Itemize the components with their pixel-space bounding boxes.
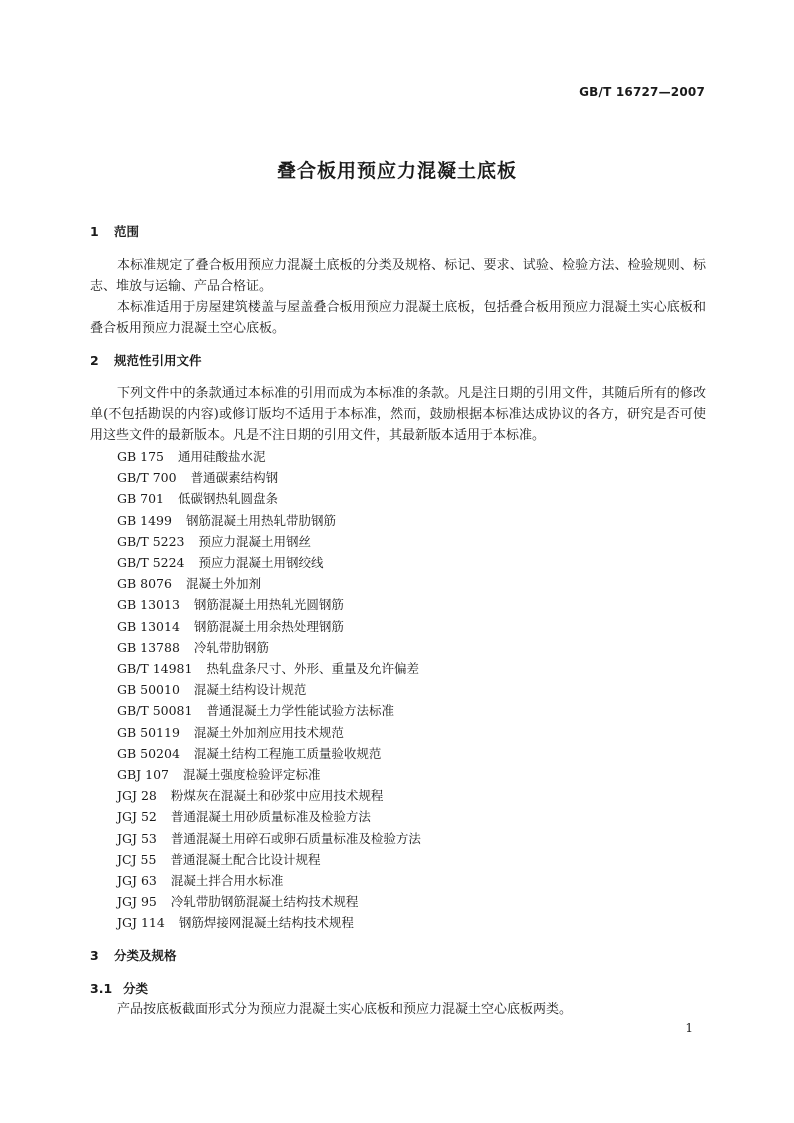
section-2-heading — [90, 351, 706, 371]
paragraph: 本标准规定了叠合板用预应力混凝土底板的分类及规格、标记、要求、试验、检验方法、检验规则、标志、堆放与运输、产品合格证。 — [90, 258, 706, 294]
reference-code: GB/T 50081 — [117, 703, 193, 719]
reference-name: 预应力混凝土用钢绞线 — [198, 555, 324, 571]
reference-item — [90, 594, 706, 615]
reference-code: JGJ 63 — [117, 873, 157, 889]
reference-name: 钢筋混凝土用热轧带肋钢筋 — [185, 512, 336, 528]
reference-code: GB/T 5223 — [117, 533, 185, 549]
reference-name: 普通混凝土力学性能试验方法标准 — [206, 703, 394, 719]
reference-name: 预应力混凝土用钢丝 — [198, 533, 312, 549]
reference-name: 混凝土拌合用水标准 — [170, 873, 284, 889]
document-title: 叠合板用预应力混凝土底板 — [276, 160, 517, 182]
reference-item — [90, 743, 706, 764]
reference-name: 混凝土强度检验评定标准 — [183, 767, 321, 783]
reference-code: JGJ 53 — [117, 830, 157, 846]
section-3-heading — [90, 946, 706, 966]
reference-code: GB 50010 — [117, 682, 180, 698]
reference-item — [90, 828, 706, 849]
section-number: 3.1 — [90, 981, 113, 996]
reference-code: GB/T 5224 — [117, 555, 185, 571]
section-1-scope — [90, 222, 706, 242]
reference-code: JCJ 55 — [117, 851, 157, 867]
paragraph: 下列文件中的条款通过本标准的引用而成为本标准的条款。凡是注日期的引用文件，其随后所有的修改单(不包括勘误的内容)或修订版均不适用于本标准，然而，鼓励根据本标准达成协议的各方，研究是否可使用这些文件的最新版本。凡是不注日期的引用文件，其最新版本适用于本标准。 — [90, 386, 706, 443]
reference-name: 低碳钢热轧圆盘条 — [178, 491, 279, 507]
reference-name: 普通混凝土配合比设计规程 — [170, 851, 321, 867]
section-2-body — [90, 383, 706, 934]
reference-item — [90, 616, 706, 637]
reference-item — [90, 679, 706, 700]
reference-item — [90, 849, 706, 870]
reference-code: GB/T 700 — [117, 470, 177, 486]
reference-name: 钢筋焊接网混凝土结构技术规程 — [178, 915, 354, 931]
section-number: 2 — [90, 353, 99, 368]
paragraph: 产品按底板截面形式分为预应力混凝土实心底板和预应力混凝土空心底板两类。 — [117, 1002, 573, 1017]
reference-item — [90, 806, 706, 827]
reference-name: 冷轧带肋钢筋 — [193, 639, 269, 655]
reference-item — [90, 467, 706, 488]
reference-item — [90, 531, 706, 552]
reference-name: 钢筋混凝土用热轧光圆钢筋 — [193, 597, 344, 613]
reference-item — [90, 912, 706, 933]
reference-name: 通用硅酸盐水泥 — [178, 449, 266, 464]
reference-name: 钢筋混凝土用余热处理钢筋 — [193, 618, 344, 634]
reference-item — [90, 488, 706, 509]
section-2-normative-references — [90, 351, 706, 371]
reference-item — [90, 637, 706, 658]
reference-code: GB 50119 — [117, 724, 180, 740]
reference-item — [90, 870, 706, 891]
reference-item — [90, 700, 706, 721]
reference-item — [90, 510, 706, 531]
reference-name: 普通混凝土用碎石或卵石质量标准及检验方法 — [170, 830, 421, 846]
section-title: 分类 — [123, 981, 149, 996]
reference-name: 热轧盘条尺寸、外形、重量及允许偏差 — [206, 661, 419, 677]
section-3-1-classification — [90, 979, 706, 1020]
reference-code: GB/T 14981 — [117, 661, 193, 677]
reference-name: 混凝土外加剂 — [185, 576, 261, 592]
page-number: 1 — [685, 1021, 693, 1035]
reference-name: 普通碳素结构钢 — [190, 470, 279, 486]
section-3-classification — [90, 946, 706, 966]
reference-name: 混凝土外加剂应用技术规范 — [193, 724, 344, 740]
reference-name: 混凝土结构工程施工质量验收规范 — [193, 745, 382, 761]
section-title: 范围 — [114, 224, 140, 239]
reference-code: GB 13014 — [117, 618, 180, 634]
reference-code: JGJ 52 — [117, 809, 157, 825]
reference-name: 混凝土结构设计规范 — [193, 682, 307, 698]
section-1-heading — [90, 222, 706, 242]
reference-item — [90, 573, 706, 594]
section-number: 3 — [90, 948, 99, 963]
reference-item — [90, 446, 706, 467]
reference-item — [90, 722, 706, 743]
reference-code: GB 50204 — [117, 745, 180, 761]
reference-code: GB 1499 — [117, 512, 172, 528]
reference-code: GB 175 — [117, 449, 165, 464]
section-1-body — [90, 255, 706, 339]
reference-name: 粉煤灰在混凝土和砂浆中应用技术规程 — [170, 788, 384, 804]
reference-item — [90, 658, 706, 679]
section-title: 分类及规格 — [114, 948, 177, 963]
reference-code: GBJ 107 — [117, 767, 170, 783]
reference-name: 冷轧带肋钢筋混凝土结构技术规程 — [170, 894, 359, 910]
reference-code: GB 13013 — [117, 597, 180, 613]
section-3-1-heading — [90, 979, 706, 999]
reference-code: GB 13788 — [117, 639, 180, 655]
section-number: 1 — [90, 224, 99, 239]
section-title: 规范性引用文件 — [114, 353, 202, 368]
reference-item — [90, 764, 706, 785]
reference-code: JGJ 28 — [117, 788, 157, 804]
reference-code: GB 701 — [117, 491, 165, 507]
reference-item — [90, 785, 706, 806]
standard-code: GB/T 16727—2007 — [579, 85, 705, 99]
reference-code: JGJ 95 — [117, 894, 157, 910]
reference-code: JGJ 114 — [117, 915, 165, 931]
paragraph: 本标准适用于房屋建筑楼盖与屋盖叠合板用预应力混凝土底板，包括叠合板用预应力混凝土实心底板和叠合板用预应力混凝土空心底板。 — [90, 300, 706, 336]
reference-code: GB 8076 — [117, 576, 172, 592]
reference-item — [90, 552, 706, 573]
reference-name: 普通混凝土用砂质量标准及检验方法 — [170, 809, 371, 825]
reference-item — [90, 891, 706, 912]
reference-list — [90, 446, 706, 934]
